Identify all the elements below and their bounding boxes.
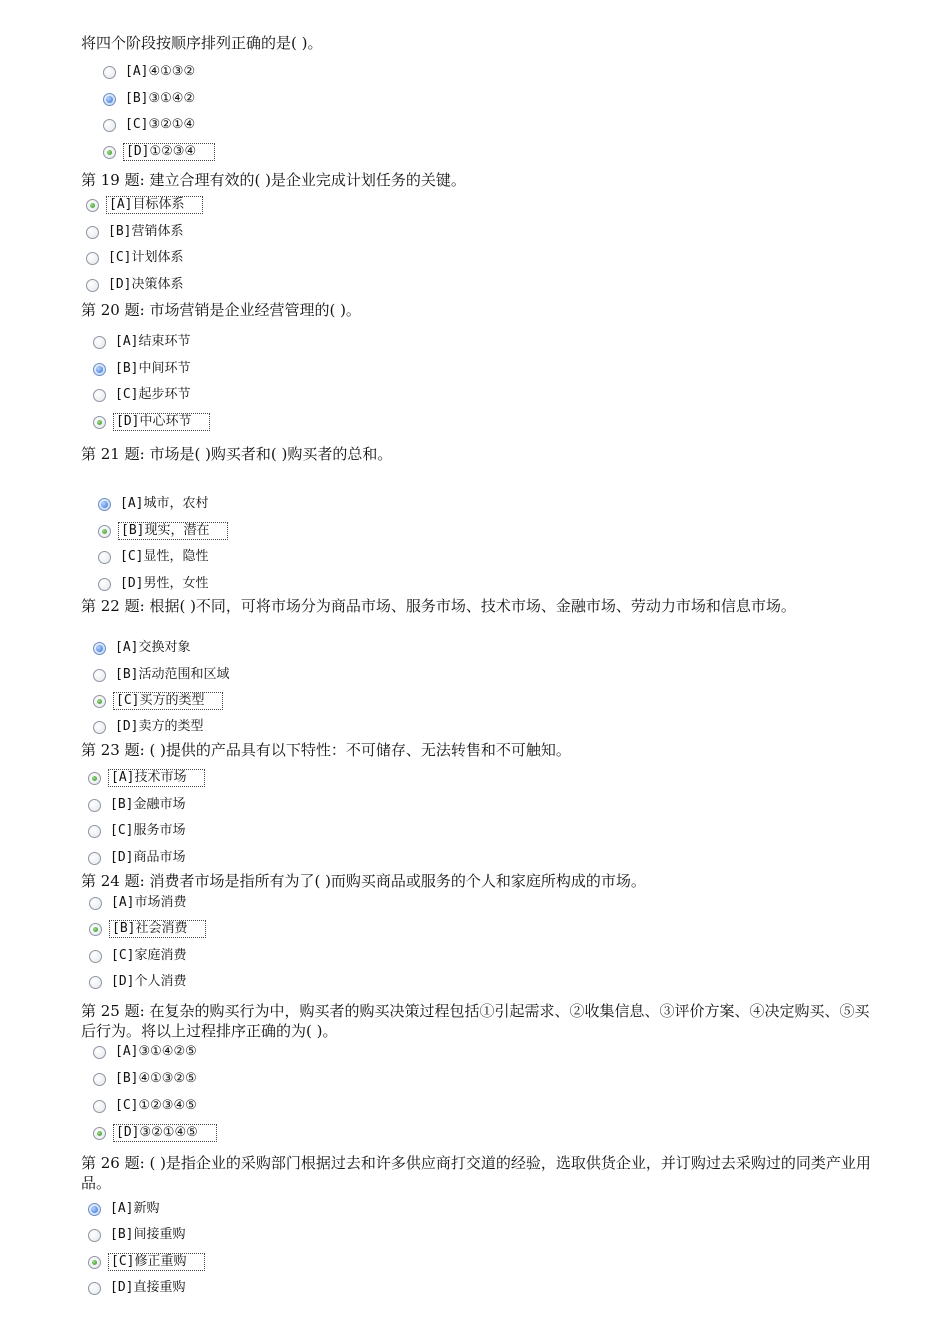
radio-icon[interactable]: [93, 336, 106, 349]
radio-icon[interactable]: [98, 578, 111, 591]
radio-icon[interactable]: [93, 695, 106, 708]
radio-icon[interactable]: [98, 525, 111, 538]
option-a[interactable]: [A]③①④②⑤: [93, 1041, 199, 1063]
radio-icon[interactable]: [86, 279, 99, 292]
option-b[interactable]: [B]中间环节: [93, 358, 192, 380]
radio-icon[interactable]: [93, 1073, 106, 1086]
radio-icon[interactable]: [93, 416, 106, 429]
radio-icon[interactable]: [88, 1282, 101, 1295]
radio-icon[interactable]: [88, 852, 101, 865]
option-c[interactable]: [C]买方的类型: [93, 690, 223, 712]
radio-icon[interactable]: [93, 1046, 106, 1059]
radio-icon[interactable]: [93, 642, 106, 655]
radio-icon[interactable]: [88, 1229, 101, 1242]
option-c[interactable]: [C]③②①④: [103, 114, 197, 136]
option-d[interactable]: [D]卖方的类型: [93, 716, 205, 738]
option-a[interactable]: [A]结束环节: [93, 331, 192, 353]
option-a[interactable]: [A]市场消费: [89, 892, 188, 914]
option-b[interactable]: [B]活动范围和区域: [93, 664, 231, 686]
option-a[interactable]: [A]④①③②: [103, 61, 197, 83]
option-c[interactable]: [C]计划体系: [86, 247, 185, 269]
option-a[interactable]: [A]交换对象: [93, 637, 192, 659]
radio-icon[interactable]: [88, 825, 101, 838]
option-c[interactable]: [C]显性，隐性: [98, 546, 210, 568]
radio-icon[interactable]: [89, 923, 102, 936]
option-b[interactable]: [B]现实，潜在: [98, 520, 228, 542]
option-c[interactable]: [C]服务市场: [88, 820, 187, 842]
question-26-text: 第 26 题: ( )是指企业的采购部门根据过去和许多供应商打交道的经验，选取供货企业，并订购过去采购过的同类产业用品。: [81, 1154, 871, 1192]
option-a[interactable]: [A]城市，农村: [98, 493, 210, 515]
question-19-text: 第 19 题: 建立合理有效的( )是企业完成计划任务的关键。: [81, 171, 466, 189]
option-d[interactable]: [D]决策体系: [86, 274, 185, 296]
option-d[interactable]: [D]中心环节: [93, 411, 210, 433]
radio-icon[interactable]: [88, 799, 101, 812]
question-25-text: 第 25 题: 在复杂的购买行为中，购买者的购买决策过程包括①引起需求、②收集信息、③评价方案、④决定购买、⑤买后行为。将以上过程排序正确的为( )。: [81, 1002, 870, 1040]
radio-icon[interactable]: [93, 1100, 106, 1113]
radio-icon[interactable]: [89, 897, 102, 910]
radio-icon[interactable]: [103, 119, 116, 132]
radio-icon[interactable]: [86, 226, 99, 239]
radio-icon[interactable]: [103, 146, 116, 159]
radio-icon[interactable]: [93, 1127, 106, 1140]
radio-icon[interactable]: [89, 950, 102, 963]
option-d[interactable]: [D]直接重购: [88, 1277, 187, 1299]
option-d[interactable]: [D]①②③④: [103, 141, 215, 163]
radio-icon[interactable]: [98, 551, 111, 564]
option-d[interactable]: [D]个人消费: [89, 971, 188, 993]
option-c[interactable]: [C]①②③④⑤: [93, 1095, 199, 1117]
option-b[interactable]: [B]营销体系: [86, 221, 185, 243]
radio-icon[interactable]: [103, 93, 116, 106]
radio-icon[interactable]: [88, 1256, 101, 1269]
option-d[interactable]: [D]男性，女性: [98, 573, 210, 595]
option-c[interactable]: [C]家庭消费: [89, 945, 188, 967]
question-24-text: 第 24 题: 消费者市场是指所有为了( )而购买商品或服务的个人和家庭所构成的市场。: [81, 872, 646, 890]
option-d[interactable]: [D]商品市场: [88, 847, 187, 869]
option-a[interactable]: [A]新购: [88, 1198, 161, 1220]
option-b[interactable]: [B]社会消费: [89, 918, 206, 940]
radio-icon[interactable]: [93, 363, 106, 376]
radio-icon[interactable]: [98, 498, 111, 511]
question-22-text: 第 22 题: 根据( )不同，可将市场分为商品市场、服务市场、技术市场、金融市场、劳动力市场和信息市场。: [81, 597, 796, 615]
option-d[interactable]: [D]③②①④⑤: [93, 1122, 217, 1144]
radio-icon[interactable]: [93, 721, 106, 734]
option-b[interactable]: [B]④①③②⑤: [93, 1068, 199, 1090]
question-23-text: 第 23 题: ( )提供的产品具有以下特性：不可储存、无法转售和不可触知。: [81, 741, 571, 759]
radio-icon[interactable]: [103, 66, 116, 79]
radio-icon[interactable]: [88, 1203, 101, 1216]
option-b[interactable]: [B]③①④②: [103, 88, 197, 110]
option-c[interactable]: [C]起步环节: [93, 384, 192, 406]
radio-icon[interactable]: [93, 389, 106, 402]
question-text: 将四个阶段按顺序排列正确的是( )。: [81, 34, 323, 52]
question-21-text: 第 21 题: 市场是( )购买者和( )购买者的总和。: [81, 445, 393, 463]
question-20-text: 第 20 题: 市场营销是企业经营管理的( )。: [81, 301, 361, 319]
option-c[interactable]: [C]修正重购: [88, 1251, 205, 1273]
option-a[interactable]: [A]技术市场: [88, 767, 205, 789]
option-b[interactable]: [B]间接重购: [88, 1224, 187, 1246]
radio-icon[interactable]: [89, 976, 102, 989]
radio-icon[interactable]: [86, 199, 99, 212]
radio-icon[interactable]: [93, 669, 106, 682]
option-b[interactable]: [B]金融市场: [88, 794, 187, 816]
option-a[interactable]: [A]目标体系: [86, 194, 203, 216]
radio-icon[interactable]: [88, 772, 101, 785]
radio-icon[interactable]: [86, 252, 99, 265]
